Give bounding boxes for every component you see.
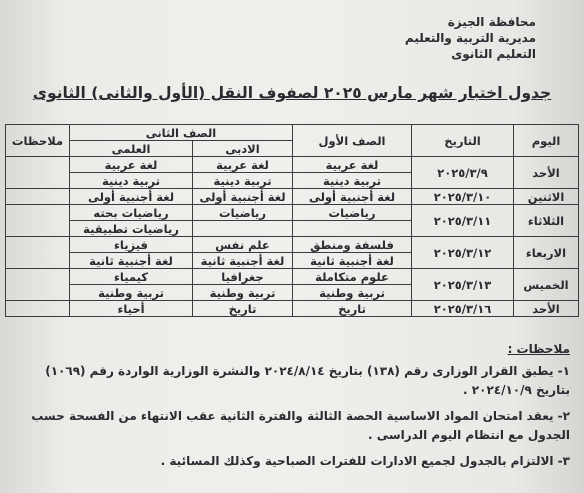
cell-scientific: تربية دينية	[70, 173, 193, 189]
cell-first-grade: تربية وطنية	[293, 285, 412, 301]
cell-first-grade: لغة أجنبية أولى	[293, 189, 412, 205]
header-date: التاريخ	[412, 125, 514, 157]
table-row	[6, 237, 579, 253]
cell-first-grade: رياضيات	[293, 205, 412, 221]
cell-scientific: فيزياء	[70, 237, 193, 253]
cell-literary: علم نفس	[193, 237, 293, 253]
cell-day: الخميس	[514, 269, 579, 301]
cell-scientific: كيمياء	[70, 269, 193, 285]
cell-date: ٢٠٢٥/٣/١٠	[412, 189, 514, 205]
cell-notes	[6, 205, 70, 237]
cell-scientific: أحياء	[70, 301, 193, 317]
cell-day: الثلاثاء	[514, 205, 579, 237]
cell-literary: رياضيات	[193, 205, 293, 221]
cell-first-grade: لغة عربية	[293, 157, 412, 173]
note-item: ٣- الالتزام بالجدول لجميع الادارات للفترات الصباحية وكذلك المسائية .	[160, 454, 570, 468]
header-literary: الادبى	[193, 141, 293, 157]
cell-scientific: لغة أجنبية أولى	[70, 189, 193, 205]
cell-scientific: لغة أجنبية ثانية	[70, 253, 193, 269]
cell-first-grade: علوم متكاملة	[293, 269, 412, 285]
notes-section	[28, 340, 570, 478]
table-header-row	[6, 125, 579, 141]
cell-literary: تاريخ	[193, 301, 293, 317]
header-notes: ملاحظات	[6, 125, 70, 157]
cell-date: ٢٠٢٥/٣/١٦	[412, 301, 514, 317]
cell-first-grade: لغة أجنبية ثانية	[293, 253, 412, 269]
note-item: ٢- يعقد امتحان المواد الاساسية الحصة الثالثة والفترة الثانية عقب الانتهاء من الفسحة حسب الجدول مع انتظام اليوم الدراسى .	[31, 409, 570, 442]
cell-day: الأحد	[514, 157, 579, 189]
cell-literary: لغة أجنبية ثانية	[193, 253, 293, 269]
table-row	[6, 269, 579, 285]
note-item: ١- يطبق القرار الوزارى رقم (١٣٨) بتاريخ ٢٠٢٤/٨/١٤ والنشرة الوزارية الواردة رقم (١٠٦٩) بتاريخ ٢٠٢٤/١٠/٩ .	[45, 364, 570, 397]
document-header	[336, 14, 536, 62]
cell-literary: تربية وطنية	[193, 285, 293, 301]
cell-date: ٢٠٢٥/٣/١١	[412, 205, 514, 237]
cell-notes	[6, 189, 70, 205]
header-first-grade: الصف الأول	[293, 125, 412, 157]
notes-heading: ملاحظات :	[507, 342, 570, 356]
cell-date: ٢٠٢٥/٣/١٢	[412, 237, 514, 269]
header-department: التعليم الثانوى	[451, 47, 536, 61]
cell-literary: تربية دينية	[193, 173, 293, 189]
table-row	[6, 301, 579, 317]
cell-literary: لغة أجنبية أولى	[193, 189, 293, 205]
cell-notes	[6, 269, 70, 301]
cell-date: ٢٠٢٥/٣/١٣	[412, 269, 514, 301]
cell-first-grade: تربية دينية	[293, 173, 412, 189]
cell-literary: لغة عربية	[193, 157, 293, 173]
table-row	[6, 205, 579, 221]
table-row	[6, 157, 579, 173]
header-second-grade: الصف الثانى	[70, 125, 293, 141]
header-scientific: العلمى	[70, 141, 193, 157]
cell-scientific: رياضيات تطبيقية	[70, 221, 193, 237]
cell-day: الاثنين	[514, 189, 579, 205]
cell-first-grade	[293, 221, 412, 237]
cell-notes	[6, 301, 70, 317]
page-title: جدول اختبار شهر مارس ٢٠٢٥ لصفوف النقل (الأول والثانى) الثانوى	[32, 84, 552, 102]
cell-literary	[193, 221, 293, 237]
schedule-table	[5, 124, 579, 317]
header-governorate: محافظة الجيزة	[447, 15, 536, 29]
cell-literary: جغرافيا	[193, 269, 293, 285]
cell-day: الاربعاء	[514, 237, 579, 269]
cell-first-grade: تاريخ	[293, 301, 412, 317]
header-day: اليوم	[514, 125, 579, 157]
cell-scientific: لغة عربية	[70, 157, 193, 173]
cell-date: ٢٠٢٥/٣/٩	[412, 157, 514, 189]
table-row	[6, 189, 579, 205]
cell-first-grade: فلسفة ومنطق	[293, 237, 412, 253]
cell-notes	[6, 237, 70, 269]
header-directorate: مديرية التربية والتعليم	[404, 31, 536, 45]
cell-day: الأحد	[514, 301, 579, 317]
cell-scientific: رياضيات بحته	[70, 205, 193, 221]
cell-scientific: تربية وطنية	[70, 285, 193, 301]
cell-notes	[6, 157, 70, 189]
